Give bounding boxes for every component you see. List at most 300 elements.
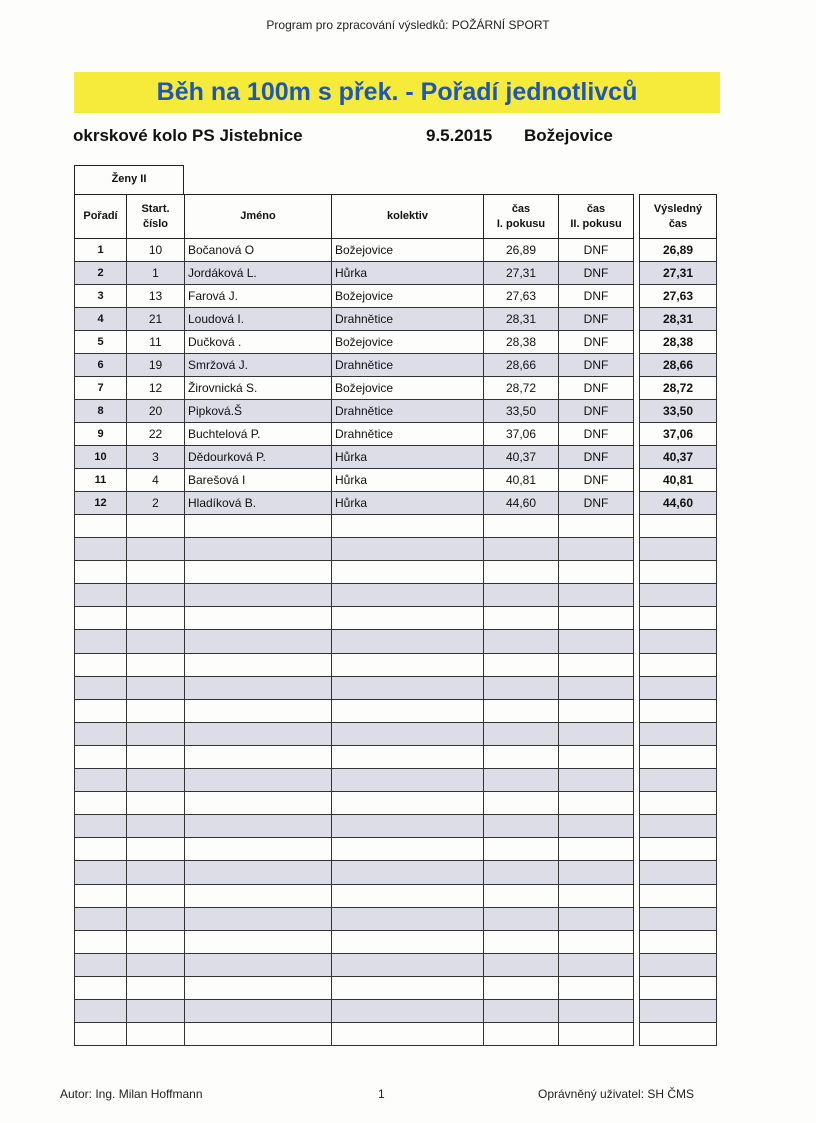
empty-table-row: [75, 999, 717, 1022]
time1-cell: [484, 884, 559, 907]
start-number-cell: [127, 584, 185, 607]
time2-cell: [559, 884, 634, 907]
time2-cell: [559, 515, 634, 538]
start-number-cell: 4: [127, 469, 185, 492]
empty-table-row: [75, 653, 717, 676]
final-time-cell: 44,60: [640, 492, 717, 515]
name-cell: [185, 630, 332, 653]
name-cell: [185, 515, 332, 538]
time1-cell: [484, 769, 559, 792]
name-cell: [185, 884, 332, 907]
team-cell: [332, 515, 484, 538]
team-cell: [332, 722, 484, 745]
final-time-cell: [640, 838, 717, 861]
rank-cell: 2: [75, 262, 127, 285]
start-number-cell: [127, 538, 185, 561]
rank-cell: [75, 630, 127, 653]
rank-cell: [75, 884, 127, 907]
name-cell: Dučková .: [185, 331, 332, 354]
name-cell: [185, 607, 332, 630]
start-number-cell: [127, 976, 185, 999]
name-cell: [185, 976, 332, 999]
time2-cell: DNF: [559, 492, 634, 515]
final-time-cell: [640, 792, 717, 815]
team-cell: [332, 769, 484, 792]
time2-cell: [559, 999, 634, 1022]
time1-cell: [484, 815, 559, 838]
time2-cell: DNF: [559, 262, 634, 285]
time1-cell: [484, 745, 559, 768]
table-row: [75, 492, 717, 515]
final-time-cell: [640, 699, 717, 722]
rank-cell: 3: [75, 285, 127, 308]
time1-cell: [484, 861, 559, 884]
final-time-cell: [640, 815, 717, 838]
name-cell: [185, 653, 332, 676]
time1-cell: 28,31: [484, 308, 559, 331]
time2-cell: [559, 1023, 634, 1046]
final-time-cell: 28,66: [640, 354, 717, 377]
time1-cell: 28,72: [484, 377, 559, 400]
time2-cell: DNF: [559, 400, 634, 423]
rank-cell: [75, 907, 127, 930]
start-number-cell: [127, 838, 185, 861]
col-header-time2: [559, 195, 634, 239]
time2-cell: [559, 907, 634, 930]
name-cell: Barešová I: [185, 469, 332, 492]
table-row: [75, 446, 717, 469]
team-cell: [332, 999, 484, 1022]
time2-cell: [559, 584, 634, 607]
team-cell: Hůrka: [332, 469, 484, 492]
start-number-cell: [127, 815, 185, 838]
col-header-start: [127, 195, 185, 239]
final-time-cell: [640, 930, 717, 953]
start-number-cell: [127, 561, 185, 584]
time2-cell: [559, 815, 634, 838]
table-row: [75, 331, 717, 354]
final-time-cell: [640, 676, 717, 699]
team-cell: [332, 745, 484, 768]
col-header-time1-line2: I. pokusu: [496, 217, 546, 230]
program-line: Program pro zpracování výsledků: POŽÁRNÍ SPORT: [266, 18, 550, 32]
time2-cell: [559, 953, 634, 976]
start-number-cell: [127, 884, 185, 907]
time2-cell: DNF: [559, 446, 634, 469]
time1-cell: [484, 999, 559, 1022]
start-number-cell: 2: [127, 492, 185, 515]
empty-table-row: [75, 861, 717, 884]
final-time-cell: 28,72: [640, 377, 717, 400]
table-row: [75, 377, 717, 400]
team-cell: [332, 838, 484, 861]
name-cell: [185, 538, 332, 561]
time1-cell: [484, 538, 559, 561]
time2-cell: [559, 561, 634, 584]
start-number-cell: [127, 607, 185, 630]
table-row: [75, 285, 717, 308]
name-cell: [185, 792, 332, 815]
time1-cell: [484, 676, 559, 699]
empty-table-row: [75, 699, 717, 722]
time1-cell: [484, 653, 559, 676]
final-time-cell: 33,50: [640, 400, 717, 423]
time2-cell: [559, 861, 634, 884]
name-cell: [185, 561, 332, 584]
final-time-cell: 40,81: [640, 469, 717, 492]
rank-cell: [75, 607, 127, 630]
time1-cell: [484, 930, 559, 953]
time1-cell: 40,37: [484, 446, 559, 469]
rank-cell: [75, 538, 127, 561]
team-cell: [332, 676, 484, 699]
time1-cell: 26,89: [484, 239, 559, 262]
name-cell: [185, 953, 332, 976]
page-title: Běh na 100m s přek. - Pořadí jednotlivců: [156, 78, 638, 106]
name-cell: [185, 769, 332, 792]
team-cell: Drahnětice: [332, 423, 484, 446]
time2-cell: DNF: [559, 469, 634, 492]
team-cell: [332, 930, 484, 953]
rank-cell: [75, 792, 127, 815]
start-number-cell: [127, 745, 185, 768]
empty-table-row: [75, 745, 717, 768]
team-cell: [332, 976, 484, 999]
time2-cell: [559, 745, 634, 768]
table-row: [75, 354, 717, 377]
col-header-final-line2: čas: [668, 217, 688, 230]
team-cell: Drahnětice: [332, 400, 484, 423]
final-time-cell: 28,38: [640, 331, 717, 354]
table-row: [75, 400, 717, 423]
time2-cell: [559, 607, 634, 630]
name-cell: Bočanová O: [185, 239, 332, 262]
time1-cell: [484, 584, 559, 607]
start-number-cell: 19: [127, 354, 185, 377]
start-number-cell: 3: [127, 446, 185, 469]
name-cell: [185, 1023, 332, 1046]
final-time-cell: [640, 953, 717, 976]
time1-cell: [484, 838, 559, 861]
team-cell: Božejovice: [332, 331, 484, 354]
rank-cell: [75, 976, 127, 999]
rank-cell: [75, 584, 127, 607]
empty-table-row: [75, 884, 717, 907]
team-cell: Hůrka: [332, 492, 484, 515]
empty-table-row: [75, 769, 717, 792]
final-time-cell: [640, 1023, 717, 1046]
empty-table-row: [75, 976, 717, 999]
rank-cell: [75, 930, 127, 953]
team-cell: [332, 815, 484, 838]
final-time-cell: [640, 515, 717, 538]
time2-cell: DNF: [559, 377, 634, 400]
final-time-cell: [640, 630, 717, 653]
empty-table-row: [75, 561, 717, 584]
time1-cell: [484, 953, 559, 976]
time1-cell: [484, 722, 559, 745]
rank-cell: [75, 999, 127, 1022]
start-number-cell: [127, 930, 185, 953]
time2-cell: DNF: [559, 239, 634, 262]
start-number-cell: [127, 630, 185, 653]
rank-cell: 1: [75, 239, 127, 262]
time1-cell: [484, 792, 559, 815]
name-cell: [185, 745, 332, 768]
empty-table-row: [75, 515, 717, 538]
rank-cell: 11: [75, 469, 127, 492]
time1-cell: [484, 607, 559, 630]
results-body: [75, 239, 717, 1046]
final-time-cell: [640, 884, 717, 907]
rank-cell: 6: [75, 354, 127, 377]
time2-cell: DNF: [559, 354, 634, 377]
rank-cell: 4: [75, 308, 127, 331]
time1-cell: 28,38: [484, 331, 559, 354]
time2-cell: DNF: [559, 285, 634, 308]
category-label: Ženy II: [74, 165, 184, 194]
team-cell: [332, 538, 484, 561]
start-number-cell: [127, 676, 185, 699]
start-number-cell: [127, 861, 185, 884]
time1-cell: 28,66: [484, 354, 559, 377]
col-header-final-line1: Výsledný: [653, 202, 703, 215]
team-cell: [332, 630, 484, 653]
empty-table-row: [75, 792, 717, 815]
start-number-cell: 10: [127, 239, 185, 262]
empty-table-row: [75, 607, 717, 630]
team-cell: [332, 907, 484, 930]
start-number-cell: [127, 515, 185, 538]
rank-cell: [75, 861, 127, 884]
start-number-cell: [127, 999, 185, 1022]
start-number-cell: [127, 907, 185, 930]
team-cell: Drahnětice: [332, 308, 484, 331]
col-header-start-line2: číslo: [142, 217, 169, 230]
name-cell: [185, 930, 332, 953]
name-cell: [185, 861, 332, 884]
start-number-cell: 13: [127, 285, 185, 308]
start-number-cell: [127, 953, 185, 976]
rank-cell: [75, 561, 127, 584]
time2-cell: [559, 699, 634, 722]
team-cell: Božejovice: [332, 377, 484, 400]
final-time-cell: 27,31: [640, 262, 717, 285]
team-cell: Božejovice: [332, 285, 484, 308]
time2-cell: DNF: [559, 331, 634, 354]
rank-cell: 10: [75, 446, 127, 469]
name-cell: Dědourková P.: [185, 446, 332, 469]
time2-cell: [559, 630, 634, 653]
name-cell: [185, 999, 332, 1022]
empty-table-row: [75, 930, 717, 953]
time2-cell: [559, 769, 634, 792]
time1-cell: 27,31: [484, 262, 559, 285]
final-time-cell: 26,89: [640, 239, 717, 262]
start-number-cell: 22: [127, 423, 185, 446]
team-cell: [332, 699, 484, 722]
final-time-cell: [640, 538, 717, 561]
final-time-cell: [640, 561, 717, 584]
empty-table-row: [75, 907, 717, 930]
rank-cell: 9: [75, 423, 127, 446]
start-number-cell: [127, 699, 185, 722]
results-table: [74, 194, 717, 1046]
final-time-cell: [640, 999, 717, 1022]
time1-cell: [484, 515, 559, 538]
empty-table-row: [75, 584, 717, 607]
time2-cell: DNF: [559, 423, 634, 446]
team-cell: [332, 792, 484, 815]
start-number-cell: 12: [127, 377, 185, 400]
team-cell: [332, 861, 484, 884]
empty-table-row: [75, 953, 717, 976]
name-cell: Pipková.Š: [185, 400, 332, 423]
name-cell: [185, 838, 332, 861]
rank-cell: [75, 676, 127, 699]
team-cell: [332, 953, 484, 976]
footer-author: Autor: Ing. Milan Hoffmann: [60, 1087, 203, 1101]
col-header-name: Jméno: [185, 195, 332, 239]
table-row: [75, 239, 717, 262]
footer-page-number: 1: [378, 1087, 385, 1101]
name-cell: Hladíková B.: [185, 492, 332, 515]
name-cell: [185, 584, 332, 607]
final-time-cell: [640, 745, 717, 768]
time1-cell: 27,63: [484, 285, 559, 308]
table-row: [75, 308, 717, 331]
team-cell: Drahnětice: [332, 354, 484, 377]
name-cell: [185, 676, 332, 699]
start-number-cell: 1: [127, 262, 185, 285]
rank-cell: [75, 699, 127, 722]
rank-cell: [75, 838, 127, 861]
empty-table-row: [75, 815, 717, 838]
name-cell: [185, 699, 332, 722]
time1-cell: 37,06: [484, 423, 559, 446]
time1-cell: 33,50: [484, 400, 559, 423]
col-header-time1: [484, 195, 559, 239]
event-date: 9.5.2015: [426, 126, 493, 145]
name-cell: Farová J.: [185, 285, 332, 308]
table-row: [75, 262, 717, 285]
table-row: [75, 423, 717, 446]
final-time-cell: 40,37: [640, 446, 717, 469]
time1-cell: [484, 699, 559, 722]
rank-cell: [75, 953, 127, 976]
final-time-cell: [640, 976, 717, 999]
time2-cell: [559, 722, 634, 745]
time2-cell: [559, 538, 634, 561]
team-cell: [332, 584, 484, 607]
team-cell: Hůrka: [332, 262, 484, 285]
rank-cell: 8: [75, 400, 127, 423]
name-cell: [185, 722, 332, 745]
empty-table-row: [75, 630, 717, 653]
team-cell: [332, 607, 484, 630]
rank-cell: [75, 515, 127, 538]
col-header-time1-line1: čas: [511, 202, 531, 215]
time2-cell: [559, 653, 634, 676]
empty-table-row: [75, 1023, 717, 1046]
time2-cell: [559, 792, 634, 815]
final-time-cell: [640, 907, 717, 930]
team-cell: [332, 561, 484, 584]
start-number-cell: 11: [127, 331, 185, 354]
final-time-cell: [640, 722, 717, 745]
col-header-start-line1: Start.: [141, 202, 170, 215]
name-cell: Smržová J.: [185, 354, 332, 377]
time1-cell: [484, 630, 559, 653]
final-time-cell: [640, 653, 717, 676]
time2-cell: DNF: [559, 308, 634, 331]
col-header-team: kolektiv: [332, 195, 484, 239]
footer-user: Oprávněný uživatel: SH ČMS: [538, 1087, 695, 1101]
empty-table-row: [75, 838, 717, 861]
final-time-cell: [640, 861, 717, 884]
event-place: Božejovice: [524, 126, 613, 145]
final-time-cell: [640, 607, 717, 630]
team-cell: [332, 1023, 484, 1046]
team-cell: [332, 884, 484, 907]
empty-table-row: [75, 722, 717, 745]
empty-table-row: [75, 538, 717, 561]
time2-cell: [559, 676, 634, 699]
rank-cell: [75, 745, 127, 768]
rank-cell: 5: [75, 331, 127, 354]
time2-cell: [559, 976, 634, 999]
start-number-cell: [127, 769, 185, 792]
start-number-cell: 20: [127, 400, 185, 423]
table-header-row: [75, 195, 717, 239]
team-cell: [332, 653, 484, 676]
name-cell: [185, 907, 332, 930]
time2-cell: [559, 930, 634, 953]
name-cell: Žirovnická S.: [185, 377, 332, 400]
time1-cell: [484, 976, 559, 999]
final-time-cell: [640, 769, 717, 792]
start-number-cell: 21: [127, 308, 185, 331]
rank-cell: [75, 722, 127, 745]
col-header-time2-line2: II. pokusu: [570, 217, 622, 230]
title-banner: [74, 72, 720, 113]
name-cell: Jordáková L.: [185, 262, 332, 285]
name-cell: [185, 815, 332, 838]
time2-cell: [559, 838, 634, 861]
start-number-cell: [127, 792, 185, 815]
table-row: [75, 469, 717, 492]
col-header-rank: Pořadí: [75, 195, 127, 239]
team-cell: Božejovice: [332, 239, 484, 262]
rank-cell: [75, 815, 127, 838]
final-time-cell: 37,06: [640, 423, 717, 446]
rank-cell: [75, 769, 127, 792]
col-header-time2-line1: čas: [586, 202, 606, 215]
start-number-cell: [127, 722, 185, 745]
team-cell: Hůrka: [332, 446, 484, 469]
rank-cell: 12: [75, 492, 127, 515]
rank-cell: [75, 1023, 127, 1046]
start-number-cell: [127, 1023, 185, 1046]
final-time-cell: [640, 584, 717, 607]
col-header-final: [640, 195, 717, 239]
name-cell: Loudová I.: [185, 308, 332, 331]
name-cell: Buchtelová P.: [185, 423, 332, 446]
start-number-cell: [127, 653, 185, 676]
time1-cell: 40,81: [484, 469, 559, 492]
time1-cell: [484, 1023, 559, 1046]
final-time-cell: 28,31: [640, 308, 717, 331]
